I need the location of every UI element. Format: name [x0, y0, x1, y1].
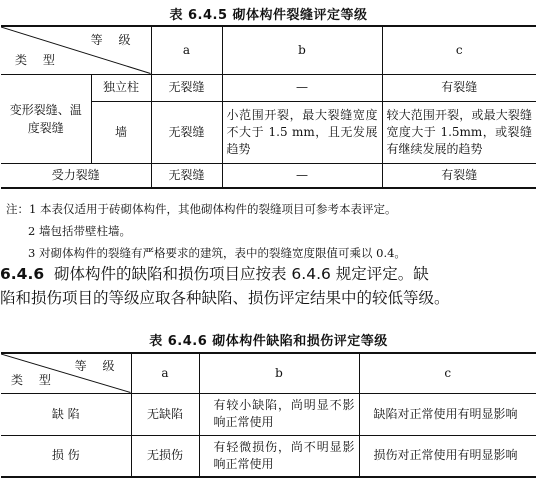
- clause-number: 6.4.6: [0, 265, 45, 283]
- cell-a: 无损伤: [131, 435, 199, 477]
- cell-a: 无裂缝: [151, 163, 222, 188]
- row-sub-label: 独立柱: [91, 74, 151, 101]
- cell-b: 有轻微损伤，尚不明显影响正常使用: [199, 435, 359, 477]
- table1-header-row: [1, 26, 536, 74]
- table2-caption: 表 6.4.6 砌体构件缺陷和损伤评定等级: [149, 334, 388, 349]
- cell-c: 有裂缝: [382, 74, 536, 101]
- table2-diagonal-header: [1, 353, 131, 393]
- cell-a: 无裂缝: [151, 74, 222, 101]
- table2-header-row: [1, 353, 536, 393]
- header-grade-label: 等 级: [74, 359, 121, 373]
- clause-line-1: [0, 262, 537, 286]
- table-row: [1, 163, 536, 188]
- column-a-header: a: [151, 26, 222, 74]
- row-label: 缺 陷: [1, 393, 131, 435]
- cell-a: 无缺陷: [131, 393, 199, 435]
- table-row: [1, 393, 536, 435]
- column-c-header: c: [382, 26, 536, 74]
- row-label: 损 伤: [1, 435, 131, 477]
- row-label: 受力裂缝: [1, 163, 151, 188]
- cell-a: 无裂缝: [151, 101, 222, 163]
- note-3: 3 对砌体构件的裂缝有严格要求的建筑，表中的裂缝宽度限值可乘以 0.4。: [28, 246, 406, 260]
- cell-b: —: [222, 74, 382, 101]
- note-2: 2 墙包括带壁柱墙。: [28, 224, 131, 238]
- note-1: 注：1 本表仅适用于砖砌体构件，其他砌体构件的裂缝项目可参考本表评定。: [6, 202, 397, 216]
- header-grade-label: 等 级: [90, 33, 137, 47]
- column-c-header: c: [359, 353, 536, 393]
- row-sub-label: 墙: [91, 101, 151, 163]
- header-type-label: 类 型: [11, 372, 57, 387]
- table-row: [1, 435, 536, 477]
- table1-caption: 表 6.4.5 砌体构件裂缝评定等级: [169, 8, 368, 23]
- header-type-label: 类 型: [15, 52, 61, 67]
- crack-grade-table: [1, 25, 536, 189]
- clause-text-1: 砌体构件的缺陷和损伤项目应按表 6.4.6 规定评定。缺: [54, 265, 429, 283]
- clause-paragraph: [0, 262, 537, 310]
- clause-text-2: 陷和损伤项目的等级应取各种缺陷、损伤评定结果中的较低等级。: [0, 289, 450, 307]
- defect-grade-table: [1, 352, 536, 478]
- cell-c: 损伤对正常使用有明显影响: [359, 435, 536, 477]
- group-label-deformation-crack: 变形裂缝、温度裂缝: [1, 74, 91, 163]
- table-row: [1, 74, 536, 101]
- cell-c: 较大范围开裂，或最大裂缝宽度大于 1.5mm，或裂缝有继续发展的趋势: [382, 101, 536, 163]
- column-a-header: a: [131, 353, 199, 393]
- cell-b: 小范围开裂，最大裂缝宽度不大于 1.5 mm，且无发展趋势: [222, 101, 382, 163]
- cell-b: 有较小缺陷，尚明显不影响正常使用: [199, 393, 359, 435]
- table1-diagonal-header: [1, 26, 151, 74]
- cell-c: 有裂缝: [382, 163, 536, 188]
- cell-b: —: [222, 163, 382, 188]
- column-b-header: b: [222, 26, 382, 74]
- column-b-header: b: [199, 353, 359, 393]
- cell-c: 缺陷对正常使用有明显影响: [359, 393, 536, 435]
